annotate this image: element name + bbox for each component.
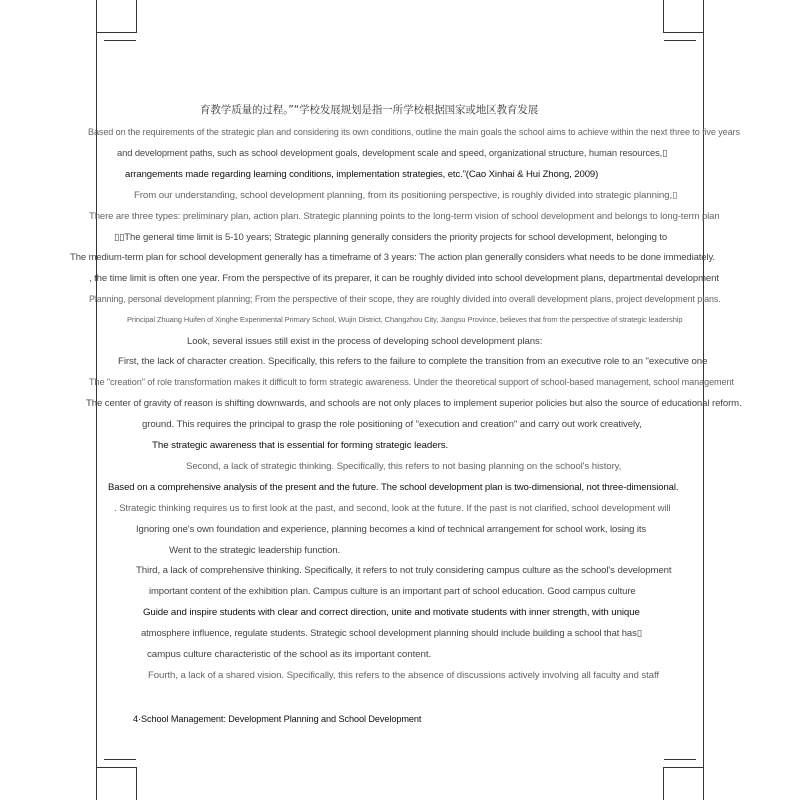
text-line-cjk: 育教学质量的过程。”“学校发展规划是指一所学校根据国家或地区教育发展 [200, 104, 539, 116]
text-line: The medium-term plan for school development generally has a timeframe of 3 years: The action plan generally considers what needs to be done immediately. [70, 252, 715, 262]
crop-mark-bottom-left-inner [104, 759, 136, 792]
crop-mark-top-right-inner [664, 8, 696, 41]
text-line: Second, a lack of strategic thinking. Specifically, this refers to not basing planning on the school's history, [186, 461, 622, 471]
text-line: The "creation" of role transformation makes it difficult to form strategic awareness. Under the theoretical support of school-based management, school management [89, 377, 734, 387]
text-line: The center of gravity of reason is shifting downwards, and schools are not only places to implement superior policies but also the source of educational reform. [86, 398, 742, 408]
text-line: ▯▯The general time limit is 5-10 years; Strategic planning generally considers the priority projects for school development, belonging to [114, 232, 668, 242]
text-line: Guide and inspire students with clear and correct direction, unite and motivate students with inner strength, with unique [143, 607, 640, 617]
text-line: First, the lack of character creation. Specifically, this refers to the failure to complete the transition from an executive role to an "executive one [118, 356, 708, 366]
text-line: atmosphere influence, regulate students. Strategic school development planning should include building a school that has▯ [141, 628, 642, 638]
text-line: arrangements made regarding learning conditions, implementation strategies, etc.”(Cao Xinhai & Hui Zhong, 2009) [125, 169, 599, 179]
text-line: Planning, personal development planning; From the perspective of their scope, they are roughly divided into overall development plans, project development plans. [89, 294, 721, 304]
text-line: Third, a lack of comprehensive thinking. Specifically, it refers to not truly considering campus culture as the school's development [136, 565, 672, 575]
text-line: The strategic awareness that is essential for forming strategic leaders. [152, 440, 449, 450]
text-line: campus culture characteristic of the school as its important content. [147, 649, 432, 659]
text-line: ground. This requires the principal to grasp the role positioning of "execution and creation" and carry out work creatively, [142, 419, 642, 429]
page-footer: 4·School Management: Development Planning and School Development [133, 714, 422, 724]
text-line: . Strategic thinking requires us to first look at the past, and second, look at the future. If the past is not clarified, school development will [114, 503, 671, 513]
text-line: Principal Zhuang Huifen of Xinghe Experimental Primary School, Wujin District, Changzhou City, Jiangsu Province, believes that from the perspective of strategic leadership [127, 315, 683, 324]
text-line: Based on the requirements of the strategic plan and considering its own conditions, outline the main goals the school aims to achieve within the next three to five years [88, 127, 740, 137]
crop-mark-top-left-inner [104, 8, 136, 41]
text-line: and development paths, such as school development goals, development scale and speed, organizational structure, human resources,▯ [117, 148, 668, 158]
text-line: , the time limit is often one year. From the perspective of its preparer, it can be roughly divided into school development plans, departmental development [89, 273, 719, 283]
text-line: Based on a comprehensive analysis of the present and the future. The school development plan is two-dimensional, not three-dimensional. [108, 482, 679, 492]
text-line: Fourth, a lack of a shared vision. Specifically, this refers to the absence of discussions actively involving all faculty and staff [148, 670, 659, 680]
text-line: Went to the strategic leadership function. [169, 545, 341, 555]
text-line: important content of the exhibition plan. Campus culture is an important part of school education. Good campus culture [149, 586, 636, 596]
text-line: There are three types: preliminary plan, action plan. Strategic planning points to the long-term vision of school development and belongs to long-term plan [89, 211, 720, 221]
crop-mark-bottom-right-inner [664, 759, 696, 792]
text-line: Ignoring one's own foundation and experience, planning becomes a kind of technical arrangement for school work, losing its [136, 524, 647, 534]
text-line: Look, several issues still exist in the process of developing school development plans: [187, 336, 543, 346]
text-line: From our understanding, school development planning, from its positioning perspective, is roughly divided into strategic planning,▯ [134, 190, 678, 200]
